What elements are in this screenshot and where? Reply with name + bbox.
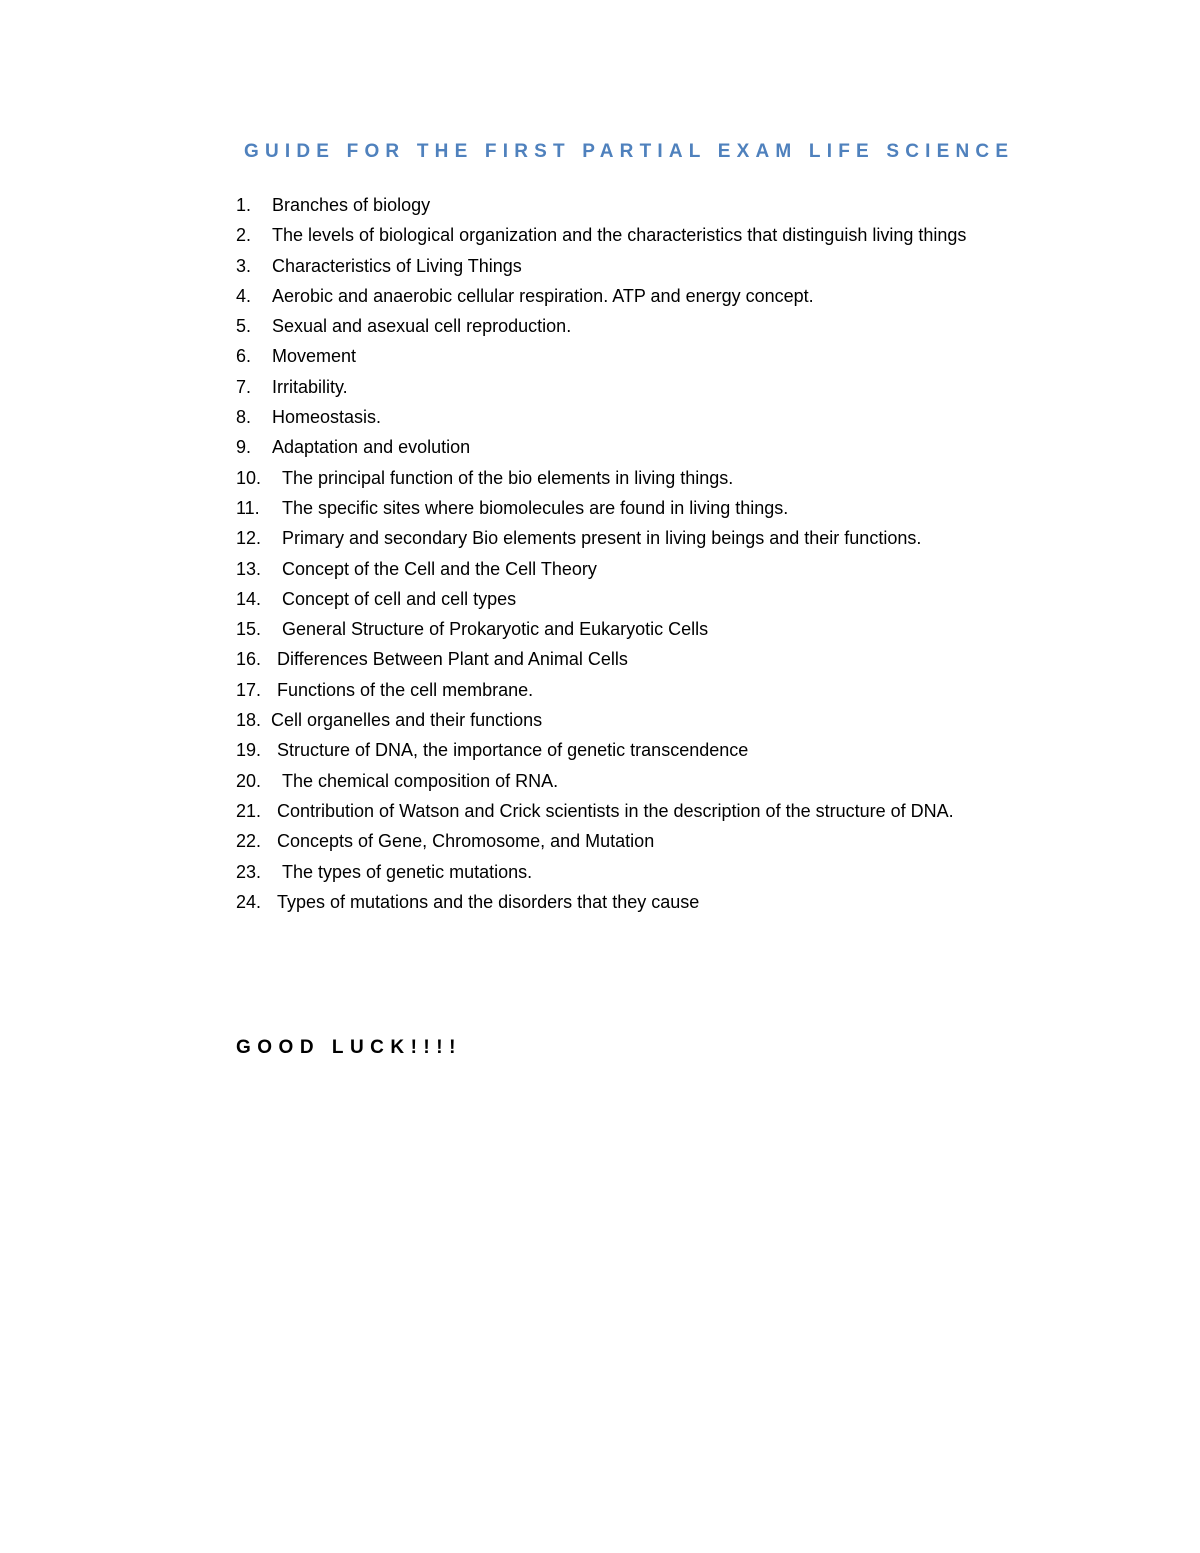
list-item: [236, 735, 1056, 765]
list-item: [236, 766, 1056, 796]
item-text: Characteristics of Living Things: [272, 255, 522, 276]
list-item: [236, 554, 1056, 584]
list-item: [236, 826, 1056, 856]
list-item: [236, 251, 1056, 281]
item-number: 7.: [236, 376, 252, 397]
item-number: 8.: [236, 407, 252, 428]
item-text: Types of mutations and the disorders that they cause: [277, 891, 700, 912]
item-text: Branches of biology: [272, 195, 431, 215]
item-number: 20.: [236, 770, 262, 791]
item-text: Differences Between Plant and Animal Cells: [277, 649, 628, 670]
item-number: 10.: [236, 467, 262, 488]
list-item: [236, 584, 1056, 614]
item-number: 4.: [236, 285, 252, 306]
item-number: 16.: [236, 649, 262, 670]
list-item: [236, 341, 1056, 371]
list-item: [236, 705, 1056, 735]
item-number: 12.: [236, 528, 262, 549]
list-item: [236, 675, 1056, 705]
item-text: Adaptation and evolution: [272, 437, 471, 458]
list-item: [236, 796, 1056, 826]
list-item: [236, 614, 1056, 644]
list-item: [236, 281, 1056, 311]
item-text: The levels of biological organization and the characteristics that distinguish living things: [272, 225, 967, 246]
item-number: 21.: [236, 800, 262, 821]
item-number: 14.: [236, 588, 262, 609]
item-text: The specific sites where biomolecules are found in living things.: [282, 497, 789, 518]
item-text: General Structure of Prokaryotic and Eukaryotic Cells: [282, 619, 709, 640]
list-item: [236, 190, 1056, 220]
item-number: 1.: [236, 195, 252, 215]
item-text: Primary and secondary Bio elements present in living beings and their functions.: [282, 528, 922, 549]
list-item: [236, 372, 1056, 402]
item-number: 3.: [236, 255, 252, 276]
item-number: 2.: [236, 225, 252, 246]
item-text: Contribution of Watson and Crick scientists in the description of the structure of DNA.: [277, 800, 954, 821]
list-item: [236, 644, 1056, 674]
topic-list: [236, 190, 1056, 917]
item-text: Aerobic and anaerobic cellular respiration. ATP and energy concept.: [272, 285, 814, 306]
item-text: Sexual and asexual cell reproduction.: [272, 316, 572, 337]
item-number: 13.: [236, 558, 262, 579]
item-number: 11.: [236, 497, 260, 518]
list-item: [236, 432, 1056, 462]
item-number: 22.: [236, 831, 262, 852]
list-item: [236, 220, 1056, 250]
list-item: [236, 402, 1056, 432]
item-text: The principal function of the bio elements in living things.: [282, 467, 734, 488]
item-number: 19.: [236, 740, 262, 761]
closing-message: GOOD LUCK!!!!: [236, 1037, 462, 1058]
item-text: Concept of cell and cell types: [282, 588, 517, 609]
item-text: The types of genetic mutations.: [282, 861, 533, 882]
item-text: Concept of the Cell and the Cell Theory: [282, 558, 597, 579]
list-item: [236, 311, 1056, 341]
item-number: 15.: [236, 619, 262, 640]
item-number: 5.: [236, 316, 252, 337]
list-item: [236, 493, 1056, 523]
item-text: Irritability.: [272, 376, 348, 397]
item-text: Homeostasis.: [272, 407, 382, 428]
item-text: Functions of the cell membrane.: [277, 679, 534, 700]
item-number: 18.: [236, 710, 262, 731]
item-text: Concepts of Gene, Chromosome, and Mutation: [277, 831, 655, 852]
item-number: 6.: [236, 346, 252, 367]
document-title: GUIDE FOR THE FIRST PARTIAL EXAM LIFE SCIENCE: [244, 141, 1015, 162]
item-text: The chemical composition of RNA.: [282, 770, 559, 791]
list-item: [236, 463, 1056, 493]
item-number: 9.: [236, 437, 252, 458]
item-text: Structure of DNA, the importance of genetic transcendence: [277, 740, 749, 761]
item-text: Cell organelles and their functions: [271, 710, 543, 731]
list-item: [236, 523, 1056, 553]
item-text: Movement: [272, 346, 357, 367]
item-number: 23.: [236, 861, 262, 882]
item-number: 24.: [236, 891, 262, 912]
list-item: [236, 857, 1056, 887]
list-item: [236, 887, 1056, 917]
item-number: 17.: [236, 679, 262, 700]
